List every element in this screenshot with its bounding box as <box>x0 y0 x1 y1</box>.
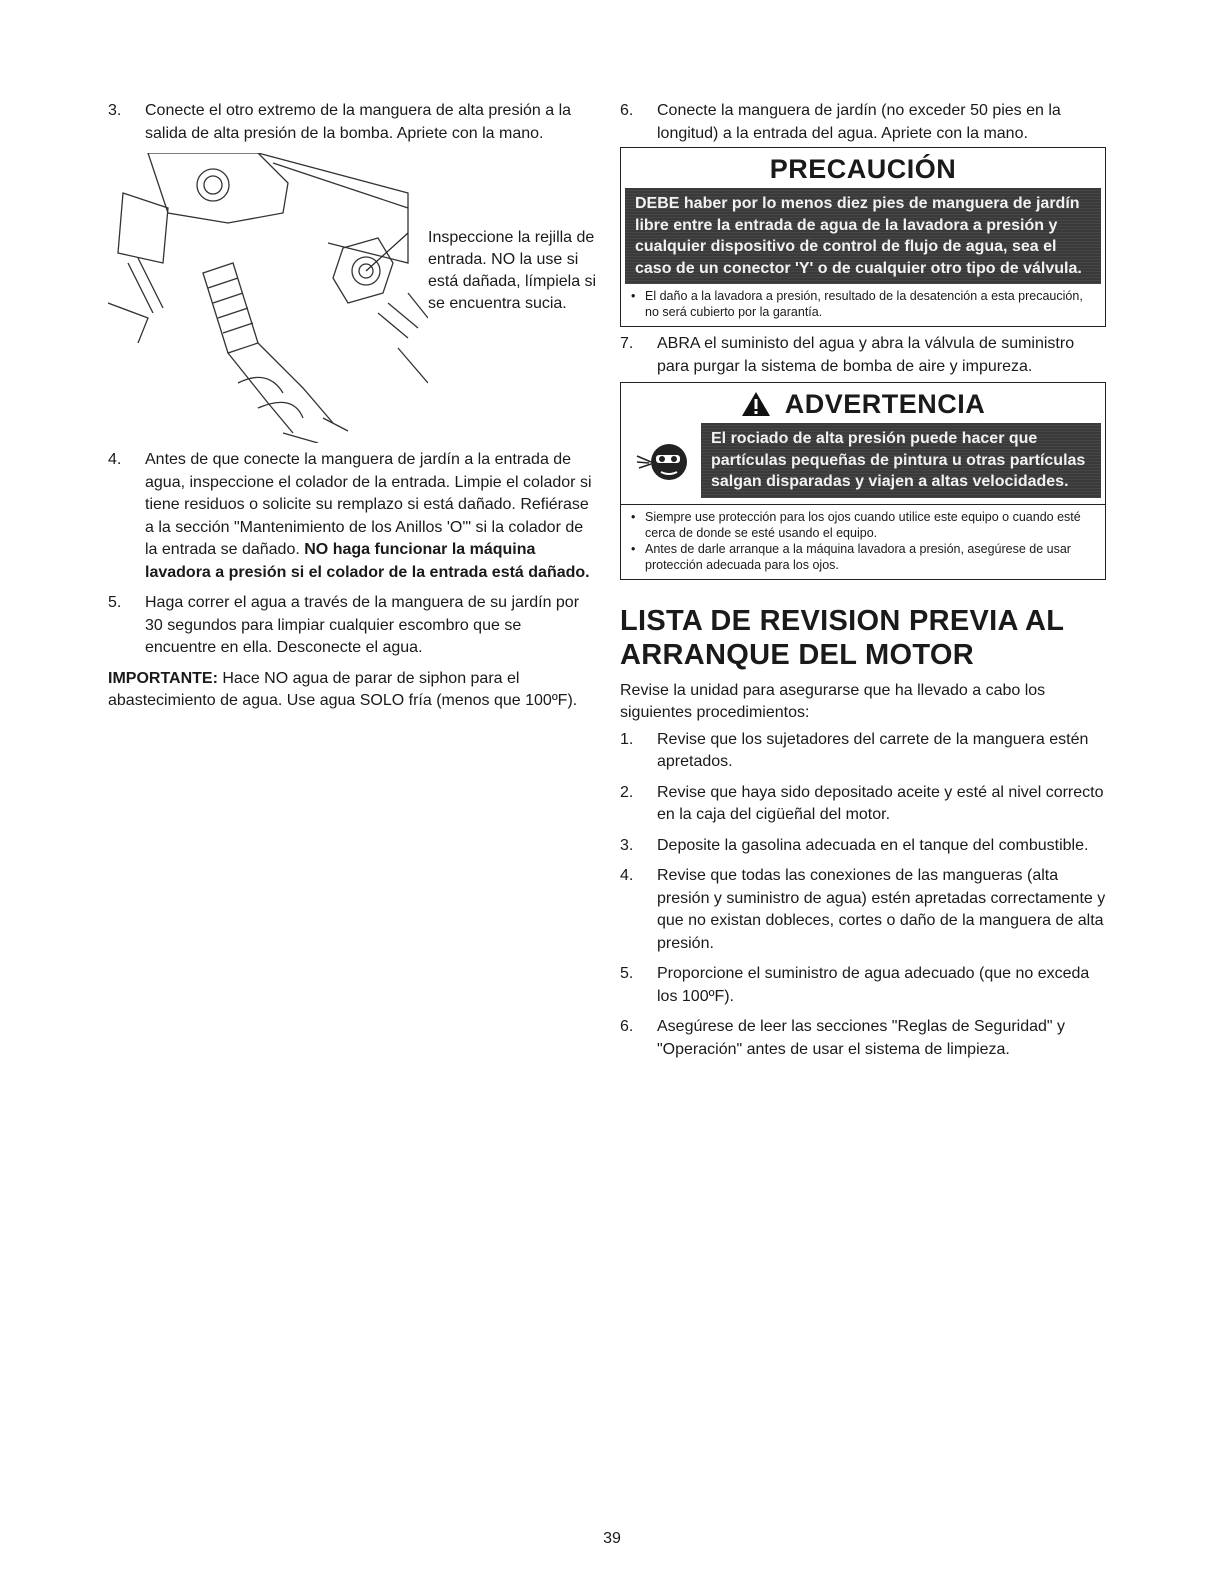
step-7 <box>620 333 1106 378</box>
left-column <box>108 100 596 713</box>
checklist-title: LISTA DE REVISION PREVIA AL ARRANQUE DEL MOTOR <box>620 604 1064 671</box>
warning-bullets <box>621 504 1105 579</box>
warning-body: El rociado de alta presión puede hacer que partículas pequeñas de pintura u otras partículas salgan disparadas y viajen a altas velocidades. <box>701 423 1101 498</box>
checklist-item <box>620 729 1106 774</box>
step-number: 6. <box>620 102 634 119</box>
step-text: Conecte el otro extremo de la manguera de alta presión a la salida de alta presión de la bomba. Apriete con la mano. <box>145 102 572 142</box>
caution-bullets <box>621 284 1105 326</box>
step-number: 7. <box>620 335 634 352</box>
step-5 <box>108 592 596 660</box>
step-text: Revise que haya sido depositado aceite y esté al nivel correcto en la caja del cigüeñal del motor. <box>657 783 1104 823</box>
step-text: Asegúrese de leer las secciones "Reglas de Seguridad" y "Operación" antes de usar el sistema de limpieza. <box>657 1018 1066 1058</box>
step-text: Antes de que conecte la manguera de jardín a la entrada de agua, inspeccione el colador de la entrada. Limpie el colador si tiene residuos o solicite su remplazo si está dañado. Refiérase a la sección "Mantenimiento de los Anillos 'O'" si la colador de la entrada se dañado. <box>145 451 592 558</box>
eye-protection-icon <box>621 423 701 498</box>
warning-title: ADVERTENCIA <box>784 389 986 419</box>
warning-box <box>620 382 1106 580</box>
pump-inlet-illustration <box>108 153 596 443</box>
step-number: 4. <box>108 451 122 468</box>
step-number: 2. <box>620 783 634 801</box>
step-number: 5. <box>620 965 634 982</box>
important-text: Hace NO agua de parar de siphon para el abastecimiento de agua. Use agua SOLO fría (menos que 100ºF). <box>108 669 578 709</box>
checklist-item <box>620 963 1106 1008</box>
bullet-item: • Siempre use protección para los ojos cuando utilice este equipo o cuando esté cerca de donde se esté usando el equipo. <box>631 509 1095 541</box>
step-number: 4. <box>620 867 634 884</box>
step-number: 1. <box>620 730 634 748</box>
checklist <box>620 729 1106 1062</box>
step-6 <box>620 100 1106 145</box>
caution-box <box>620 147 1106 327</box>
warning-header <box>621 383 1105 423</box>
warning-triangle-icon <box>741 391 771 417</box>
checklist-intro: Revise la unidad para asegurarse que ha llevado a cabo los siguientes procedimientos: <box>620 681 1046 721</box>
page-number: 39 <box>603 1530 621 1547</box>
pump-hose-drawing <box>108 153 428 443</box>
step-text: Conecte la manguera de jardín (no exceder 50 pies en la longitud) a la entrada del agua. Apriete con la mano. <box>657 102 1061 142</box>
checklist-item <box>620 835 1106 858</box>
step-text: Haga correr el agua a través de la manguera de su jardín por 30 segundos para limpiar cualquier escombro que se encuentre en ella. Desconecte el agua. <box>145 594 580 656</box>
step-text: Revise que los sujetadores del carrete de la manguera estén apretados. <box>657 730 1089 770</box>
bullet-text: Antes de darle arranque a la máquina lavadora a presión, asegúrese de usar protección adecuada para los ojos. <box>645 541 1071 572</box>
inlet-screen-callout: Inspeccione la rejilla de entrada. NO la use si está dañada, límpiela si se encuentra sucia. <box>428 229 597 312</box>
step-3 <box>108 100 596 145</box>
bullet-item: • Antes de darle arranque a la máquina lavadora a presión, asegúrese de usar protección adecuada para los ojos. <box>631 541 1095 573</box>
step-4 <box>108 449 596 584</box>
step-text: Proporcione el suministro de agua adecuado (que no exceda los 100ºF). <box>657 965 1090 1005</box>
caution-body: DEBE haber por lo menos diez pies de manguera de jardín libre entre la entrada de agua de la lavadora a presión y cualquier dispositivo de control de flujo de agua, sea el caso de un conector 'Y' o de cualquier otro tipo de válvula. <box>625 188 1101 284</box>
bullet-item: • El daño a la lavadora a presión, resultado de la desatención a esta precaución, no será cubierto por la garantía. <box>631 288 1095 320</box>
step-number: 6. <box>620 1018 634 1035</box>
important-note <box>108 668 596 713</box>
step-number: 3. <box>108 102 122 119</box>
step-number: 3. <box>620 836 634 854</box>
step-text: Revise que todas las conexiones de las mangueras (alta presión y suministro de agua) estén apretadas correctamente y que no existan dobleces, cortes o daño de la manguera de alta presión. <box>657 867 1106 952</box>
step-number: 5. <box>108 594 122 611</box>
bullet-text: El daño a la lavadora a presión, resultado de la desatención a esta precaución, no será cubierto por la garantía. <box>645 289 1083 319</box>
step-warning-text: NO haga funcionar la máquina lavadora a presión si el colador de la entrada está dañado. <box>145 541 590 581</box>
caution-title: PRECAUCIÓN <box>769 154 957 184</box>
checklist-item <box>620 865 1106 955</box>
warning-row <box>621 423 1105 498</box>
checklist-item <box>620 1016 1106 1061</box>
bullet-text: Siempre use protección para los ojos cuando utilice este equipo o cuando esté cerca de donde se esté usando el equipo. <box>645 509 1081 540</box>
checklist-item <box>620 782 1106 827</box>
step-text: ABRA el suministo del agua y abra la válvula de suministro para purgar la sistema de bomba de aire y impureza. <box>657 335 1075 375</box>
important-label: IMPORTANTE: <box>108 669 218 687</box>
right-column <box>620 100 1106 1069</box>
step-text: Deposite la gasolina adecuada en el tanque del combustible. <box>657 836 1089 854</box>
